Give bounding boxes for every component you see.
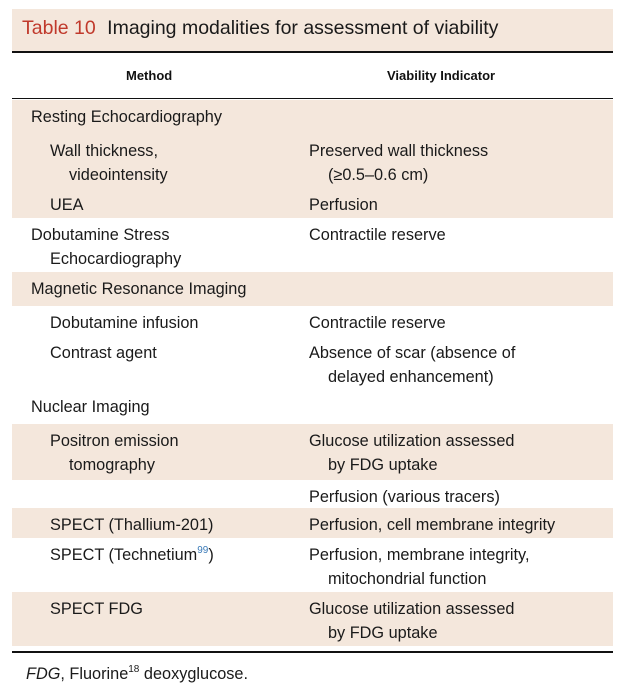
method-line-1	[31, 395, 150, 419]
indicator-cell	[309, 429, 514, 477]
method-line-1	[31, 277, 246, 301]
indicator-line-1: Perfusion	[309, 196, 378, 214]
method-line-1	[50, 311, 198, 335]
method-text: SPECT (Thallium-201)	[50, 516, 214, 534]
method-cell	[50, 543, 214, 567]
table-title-bar	[12, 9, 613, 51]
method-line-2: tomography	[69, 456, 155, 474]
indicator-line-2: by FDG uptake	[328, 624, 438, 642]
footnote-post: deoxyglucose.	[139, 665, 248, 683]
header-rule	[12, 98, 613, 99]
method-text: Dobutamine infusion	[50, 314, 199, 332]
table-row	[12, 306, 613, 336]
method-cell	[31, 277, 246, 301]
indicator-line-2: delayed enhancement)	[328, 368, 494, 386]
indicator-line-1: Contractile reserve	[309, 226, 446, 244]
indicator-cell	[309, 139, 488, 187]
method-line-1	[50, 139, 168, 163]
indicator-cell	[309, 223, 446, 247]
indicator-line-2: mitochondrial function	[328, 570, 487, 588]
footnote-sup: 18	[128, 664, 140, 675]
method-text: UEA	[50, 196, 84, 214]
indicator-line-1: Preserved wall thickness	[309, 142, 489, 160]
bottom-rule	[12, 651, 613, 653]
method-line-1	[50, 513, 213, 537]
method-cell	[50, 341, 157, 365]
table-row	[12, 272, 613, 306]
indicator-cell	[309, 597, 514, 645]
table-row	[12, 424, 613, 480]
footnote-pre: , Fluorine	[60, 665, 129, 683]
method-text: Contrast agent	[50, 344, 157, 362]
method-line-1	[50, 543, 214, 567]
method-line-1	[50, 341, 157, 365]
method-line-2: Echocardiography	[50, 250, 182, 268]
indicator-cell	[309, 311, 446, 335]
table-row	[12, 188, 613, 218]
table-row	[12, 100, 613, 134]
indicator-cell	[309, 485, 500, 509]
indicator-line-1: Contractile reserve	[309, 314, 446, 332]
table-row	[12, 480, 613, 508]
table-row	[12, 592, 613, 646]
indicator-line-2: by FDG uptake	[328, 456, 438, 474]
method-text: Nuclear Imaging	[31, 398, 150, 416]
indicator-line-1: Absence of scar (absence of	[309, 344, 516, 362]
method-text: Resting Echocardiography	[31, 108, 222, 126]
method-line-1	[50, 429, 179, 453]
table-row	[12, 336, 613, 390]
method-cell	[50, 193, 83, 217]
method-text: SPECT FDG	[50, 600, 143, 618]
method-text: SPECT (Technetium	[50, 546, 198, 564]
method-text: Positron emission	[50, 432, 179, 450]
indicator-cell	[309, 341, 515, 389]
method-line-1	[31, 223, 181, 247]
header-method: Method	[126, 68, 173, 83]
method-text: Dobutamine Stress	[31, 226, 170, 244]
method-line-1	[50, 193, 83, 217]
indicator-line-1: Glucose utilization assessed	[309, 600, 515, 618]
table-row	[12, 508, 613, 538]
method-line-1	[31, 105, 222, 129]
table-row	[12, 390, 613, 424]
method-cell	[50, 139, 168, 187]
indicator-cell	[309, 543, 530, 591]
table-row	[12, 538, 613, 592]
top-rule	[12, 51, 613, 53]
method-text: Magnetic Resonance Imaging	[31, 280, 247, 298]
method-cell	[31, 223, 181, 271]
header-indicator: Viability Indicator	[387, 68, 496, 83]
indicator-line-2: (≥0.5–0.6 cm)	[328, 166, 429, 184]
method-line-1	[50, 597, 143, 621]
method-cell	[31, 105, 222, 129]
method-cell	[50, 513, 213, 537]
indicator-cell	[309, 513, 555, 537]
indicator-line-1: Perfusion, membrane integrity,	[309, 546, 530, 564]
table-title: Imaging modalities for assessment of viability	[107, 17, 499, 39]
method-cell	[31, 395, 150, 419]
method-superscript: 99	[197, 545, 209, 556]
table-row	[12, 218, 613, 272]
indicator-line-1: Perfusion, cell membrane integrity	[309, 516, 556, 534]
indicator-line-1: Perfusion (various tracers)	[309, 488, 500, 506]
indicator-line-1: Glucose utilization assessed	[309, 432, 515, 450]
footnote	[26, 665, 248, 684]
method-cell	[50, 597, 143, 621]
method-line-2: videointensity	[69, 166, 168, 184]
table-row	[12, 134, 613, 188]
footnote-abbr: FDG	[26, 665, 61, 683]
method-cell	[50, 429, 179, 477]
method-cell	[50, 311, 198, 335]
method-text: Wall thickness,	[50, 142, 158, 160]
method-tail: )	[208, 546, 214, 564]
indicator-cell	[309, 193, 378, 217]
table-number: Table 10	[22, 17, 96, 39]
